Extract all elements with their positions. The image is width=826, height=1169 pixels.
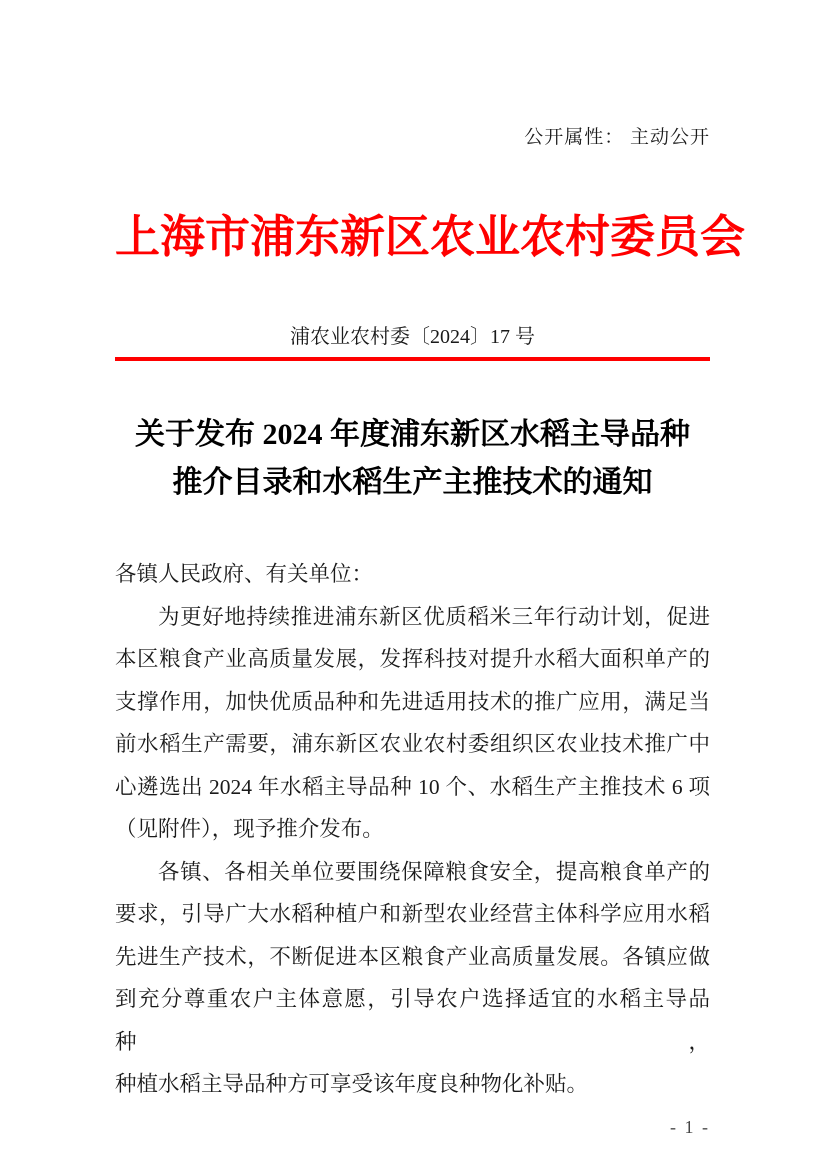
body-line: 各镇、各相关单位要围绕保障粮食安全，提高粮食单产的: [158, 859, 710, 884]
page-number: - 1 -: [670, 1116, 710, 1137]
notice-title: [115, 411, 710, 507]
document-reference-number: 浦农业农村委〔2024〕17 号: [290, 326, 535, 348]
body-line: 种植水稻主导品种方可享受该年度良种物化补贴。: [115, 1072, 589, 1096]
body-line: 前水稻生产需要，浦东新区农业农村委组织区农业技术推广中: [115, 732, 710, 756]
letterhead-divider-line: [115, 357, 710, 361]
body-line: 要求，引导广大水稻种植户和新型农业经营主体科学应用水稻: [115, 902, 710, 926]
body-line: （见附件），现予推介发布。: [115, 817, 384, 841]
notice-title-line-1: 关于发布 2024 年度浦东新区水稻主导品种: [135, 418, 690, 451]
body-line: 先进生产技术，不断促进本区粮食产业高质量发展。各镇应做: [115, 944, 710, 969]
notice-title-line-2: 推介目录和水稻生产主推技术的通知: [172, 466, 653, 499]
body-line: 本区粮食产业高质量发展，发挥科技对提升水稻大面积单产的: [115, 647, 710, 671]
body-line: 心遴选出 2024 年水稻主导品种 10 个、水稻生产主推技术 6 项: [115, 774, 710, 799]
agency-letterhead-title: 上海市浦东新区农业农村委员会: [115, 212, 746, 262]
document-body: [115, 553, 710, 1106]
body-line: 支撑作用，加快优质品种和先进适用技术的推广应用，满足当: [115, 689, 710, 714]
body-line: 到充分尊重农户主体意愿，引导农户选择适宜的水稻主导品种，: [115, 987, 710, 1054]
publicity-attribute-note: 公开属性： 主动公开: [524, 127, 710, 148]
salutation-line: 各镇人民政府、有关单位：: [115, 562, 374, 586]
body-line: 为更好地持续推进浦东新区优质稻米三年行动计划，促进: [158, 604, 710, 629]
